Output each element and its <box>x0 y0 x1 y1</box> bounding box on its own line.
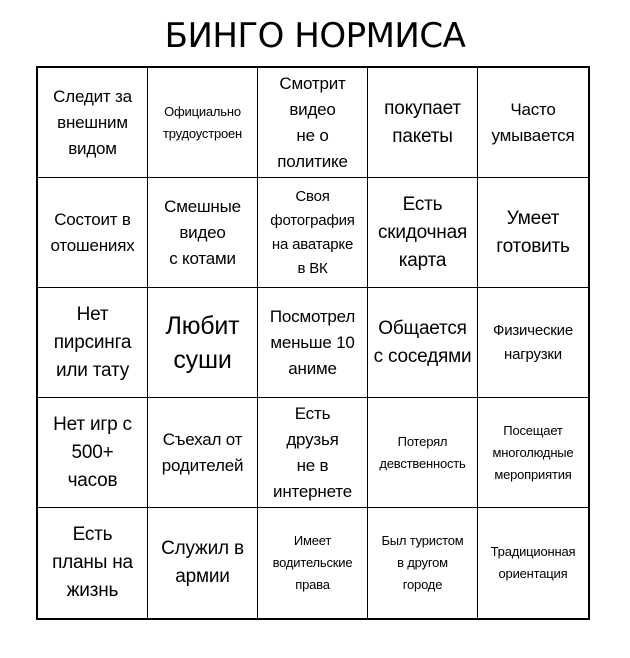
bingo-cell-text: Традиционная ориентация <box>490 544 576 581</box>
page-title: БИНГО НОРМИСА <box>164 16 466 56</box>
bingo-cell <box>258 508 368 618</box>
bingo-cell-text: Служил в армии <box>161 538 244 587</box>
bingo-cell-text: Посещает многолюдные мероприятия <box>492 422 574 482</box>
bingo-cell-text: Съехал от родителей <box>161 429 244 475</box>
bingo-cell-text: Умеет готовить <box>496 207 570 257</box>
bingo-cell <box>478 508 588 618</box>
bingo-cell <box>258 288 368 398</box>
bingo-cell-text: Состоит в отошениях <box>50 209 135 255</box>
bingo-cell-text: Своя фотография на аватарке в ВК <box>270 187 355 277</box>
bingo-cell <box>148 398 258 508</box>
bingo-cell <box>368 288 478 398</box>
bingo-cell-text: Был туристом в другом городе <box>381 533 464 592</box>
bingo-cell <box>478 398 588 508</box>
bingo-cell <box>368 68 478 178</box>
bingo-cell <box>258 178 368 288</box>
bingo-cell-text: Общается с соседями <box>373 317 472 367</box>
bingo-cell-text: Есть друзья не в интернете <box>273 403 352 501</box>
bingo-cell-text: Имеет водительские права <box>272 533 353 592</box>
bingo-cell-text: Официально трудоустроен <box>162 103 243 141</box>
bingo-cell <box>478 68 588 178</box>
bingo-cell <box>368 508 478 618</box>
bingo-cell-text: Часто умывается <box>491 99 575 145</box>
bingo-cell-text: Любит суши <box>165 311 240 374</box>
bingo-cell <box>38 398 148 508</box>
bingo-cell-text: Нет игр с 500+ часов <box>53 413 132 491</box>
bingo-cell <box>148 68 258 178</box>
bingo-cell-text: Следит за внешним видом <box>53 86 132 158</box>
bingo-cell-text: Физические нагрузки <box>493 321 573 363</box>
bingo-cell <box>148 178 258 288</box>
bingo-cell <box>478 178 588 288</box>
bingo-cell <box>38 508 148 618</box>
bingo-cell-text: Смешные видео с котами <box>164 196 241 268</box>
bingo-cell-text: Потерял девственность <box>379 433 466 471</box>
bingo-cell <box>38 178 148 288</box>
bingo-cell-text: покупает пакеты <box>384 97 461 147</box>
bingo-cell <box>368 398 478 508</box>
bingo-cell <box>258 68 368 178</box>
bingo-cell <box>148 508 258 618</box>
bingo-cell-text: Есть скидочная карта <box>377 193 468 271</box>
bingo-cell-text: Посмотрел меньше 10 аниме <box>269 306 356 378</box>
bingo-cell <box>38 288 148 398</box>
bingo-cell <box>38 68 148 178</box>
bingo-cell <box>368 178 478 288</box>
bingo-cell <box>478 288 588 398</box>
bingo-cell <box>258 398 368 508</box>
bingo-cell-text: Смотрит видео не о политике <box>277 73 348 171</box>
bingo-cell-text: Есть планы на жизнь <box>52 524 133 601</box>
bingo-cell-text: Нет пирсинга или тату <box>53 303 132 381</box>
bingo-grid <box>36 66 590 620</box>
bingo-cell <box>148 288 258 398</box>
